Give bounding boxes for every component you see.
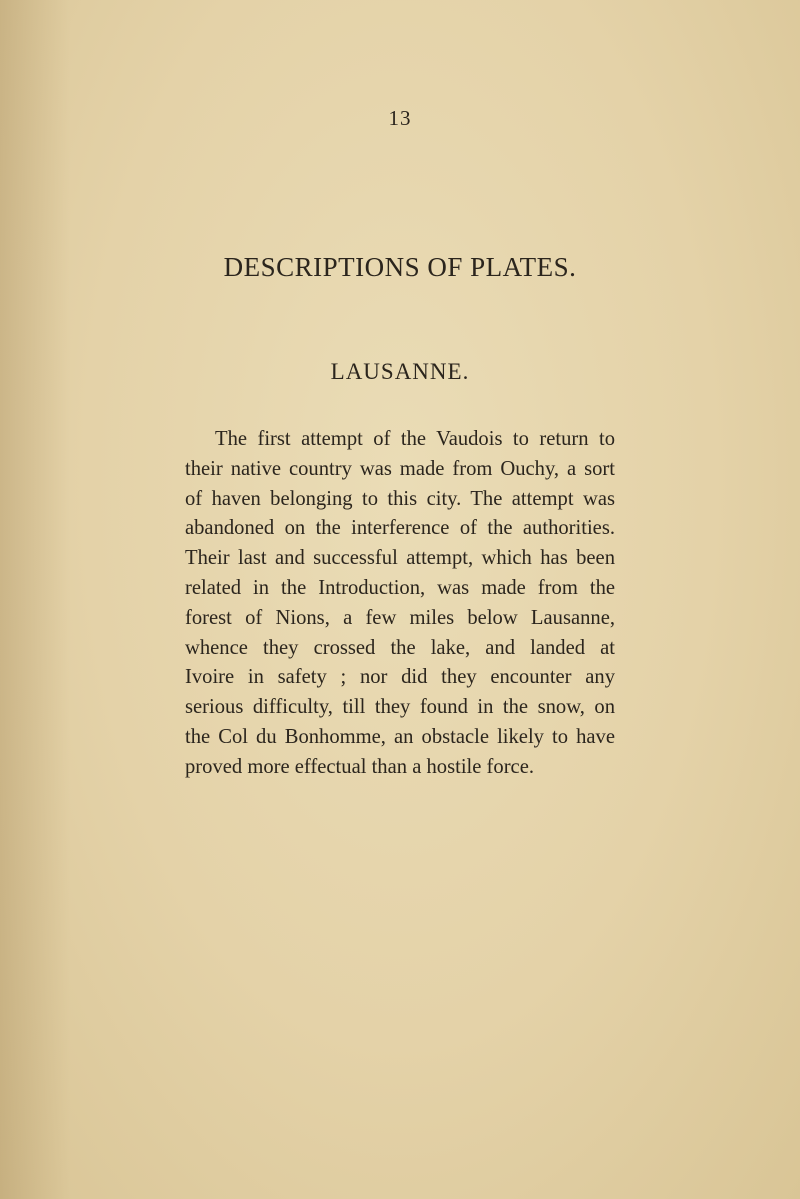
paragraph-line: abandoned on the interference of the authorities. bbox=[185, 517, 615, 540]
section-title: DESCRIPTIONS OF PLATES. bbox=[223, 252, 577, 282]
paragraph-line: proved more effectual than a hostile force. bbox=[185, 755, 534, 778]
paragraph-line: Ivoire in safety ; nor did they encounter any bbox=[185, 666, 615, 689]
page-edge-shadow bbox=[0, 0, 70, 1199]
paragraph-line: The first attempt of the Vaudois to return to bbox=[215, 428, 615, 450]
paragraph-line: the Col du Bonhomme, an obstacle likely to have bbox=[185, 725, 615, 748]
paragraph-line: their native country was made from Ouchy, a sort bbox=[185, 457, 615, 480]
page-number: 13 bbox=[388, 106, 412, 130]
paragraph-line: Their last and successful attempt, which has been bbox=[185, 547, 615, 570]
body-paragraph bbox=[185, 425, 615, 783]
paragraph-line: forest of Nions, a few miles below Lausanne, bbox=[185, 606, 615, 629]
paragraph-line: of haven belonging to this city. The attempt was bbox=[185, 487, 615, 510]
paragraph-line: related in the Introduction, was made from the bbox=[185, 576, 615, 599]
plate-title: LAUSANNE. bbox=[330, 359, 470, 384]
paragraph-line: whence they crossed the lake, and landed at bbox=[185, 636, 615, 659]
paragraph-line: serious difficulty, till they found in the snow, on bbox=[185, 696, 615, 719]
